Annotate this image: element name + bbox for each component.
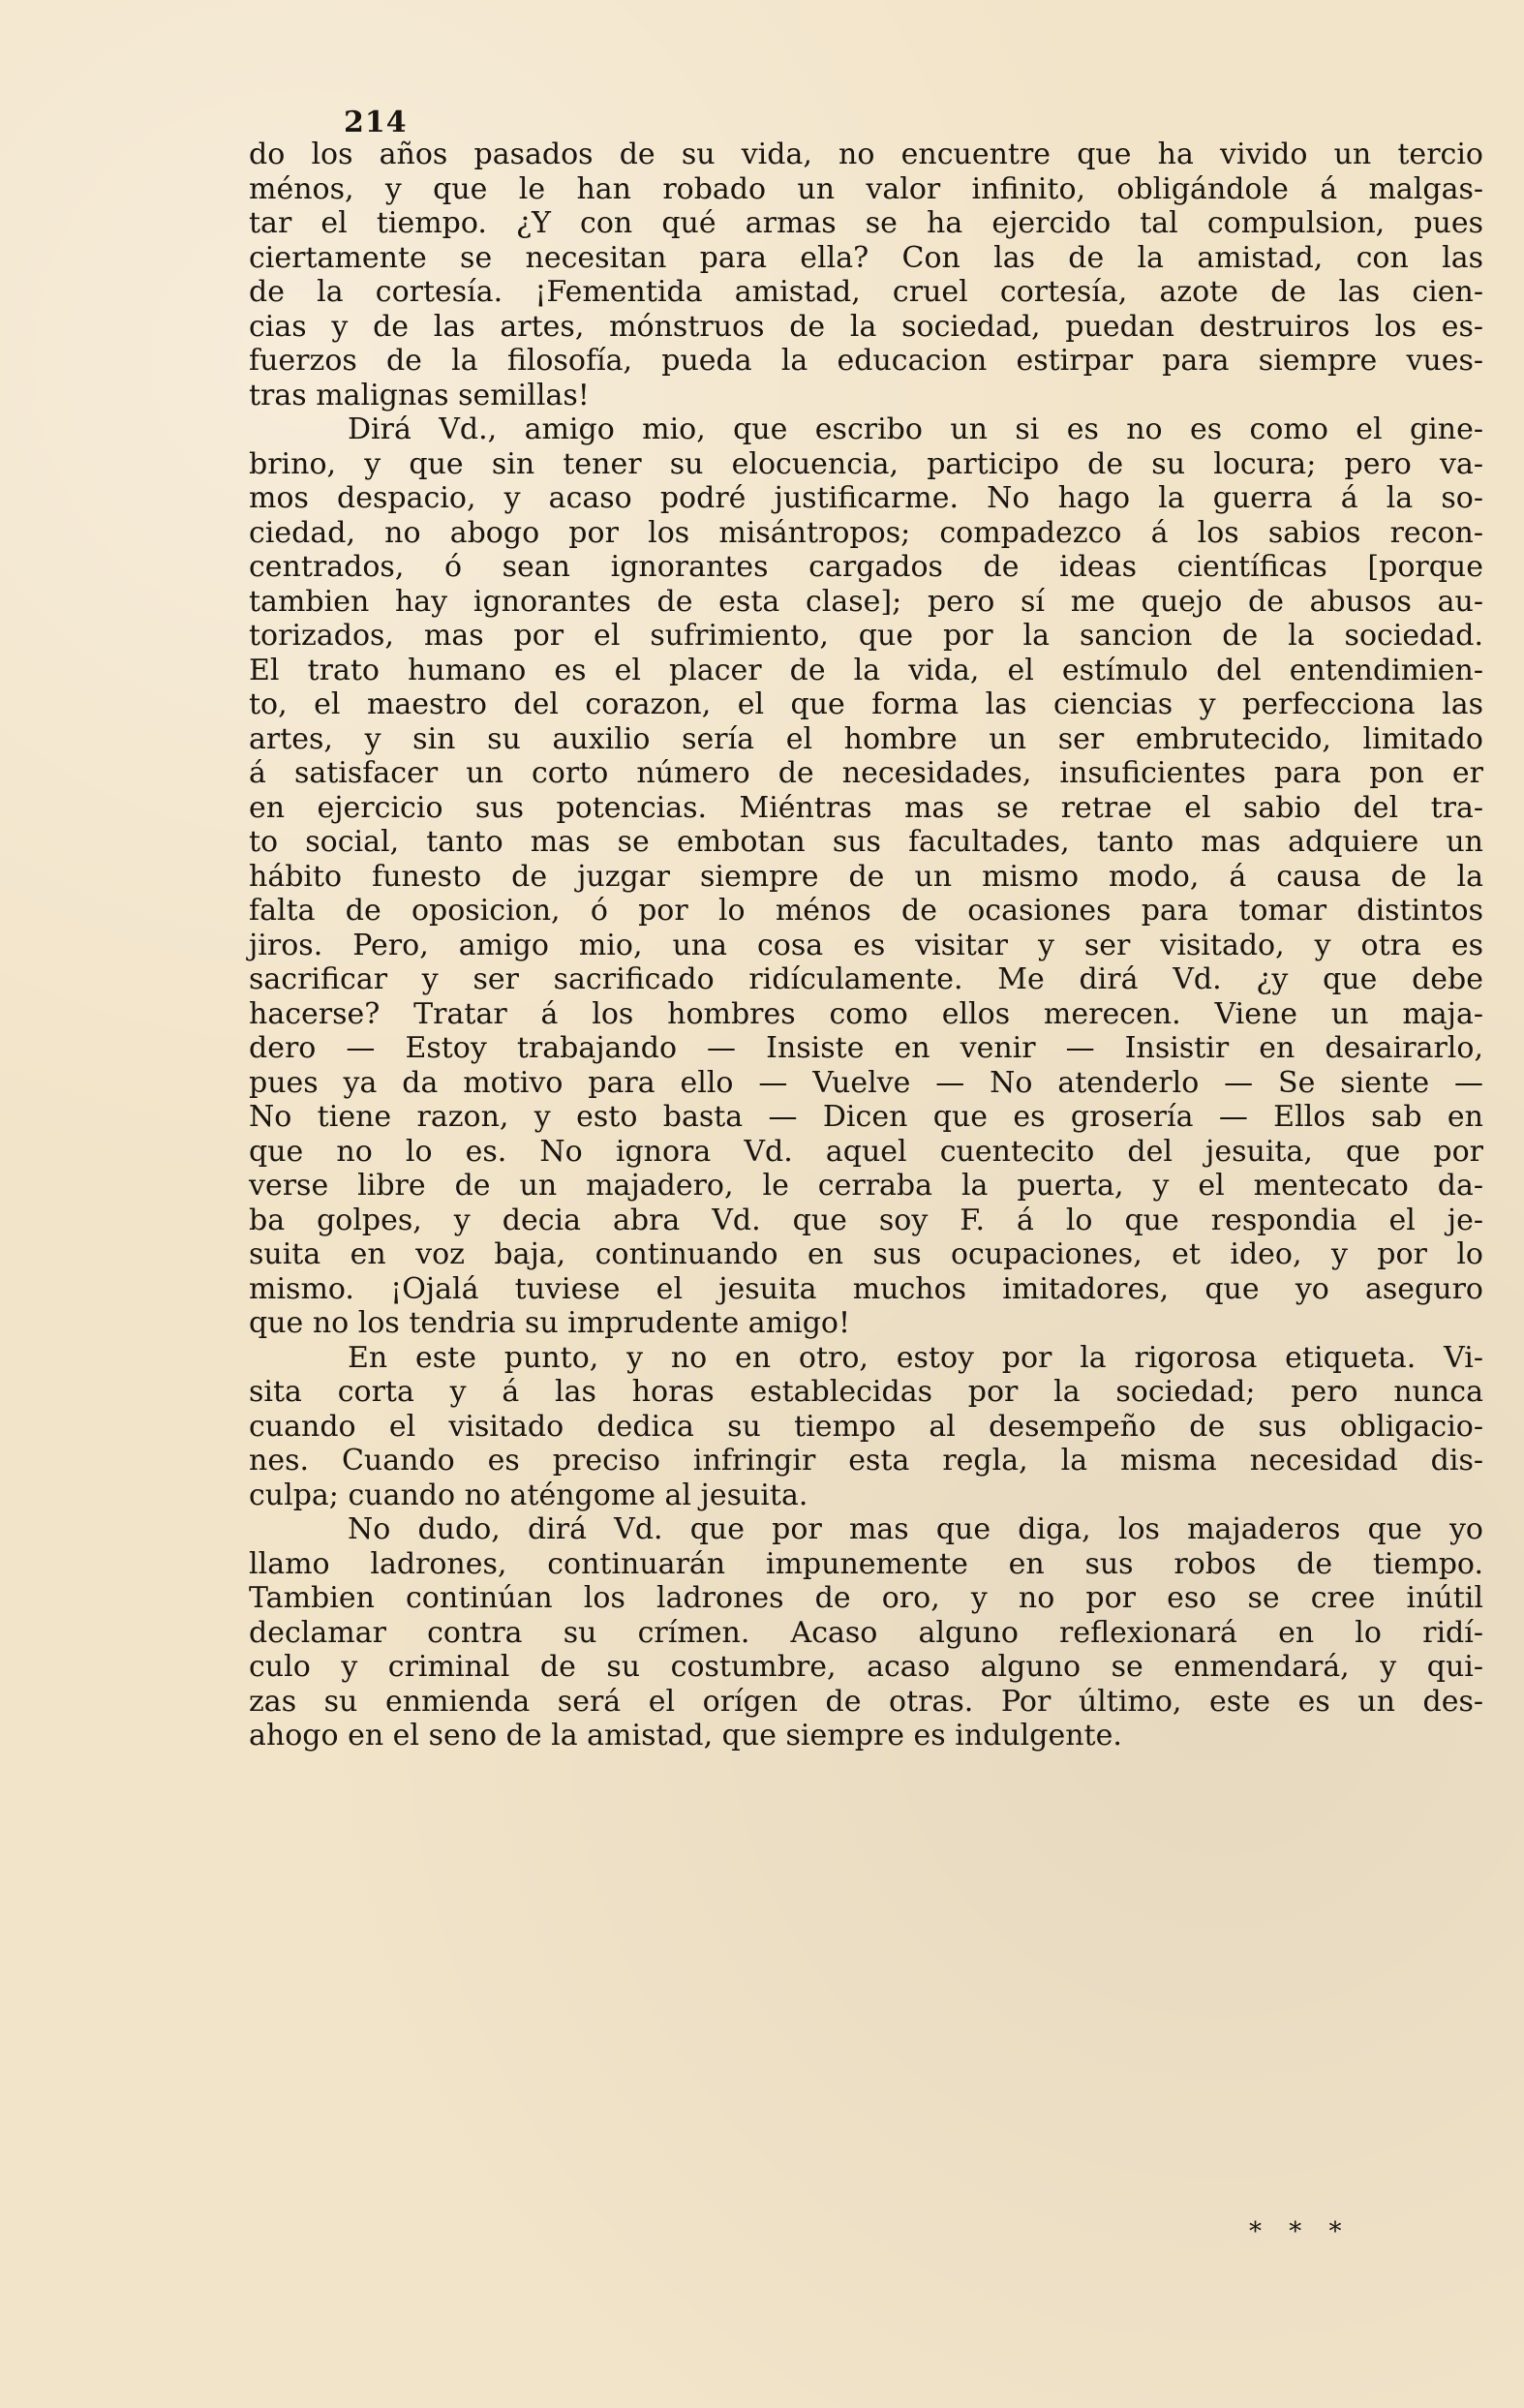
text-line: culo y criminal de su costumbre, acaso alguno se enmendará, y qui- (249, 1650, 1483, 1684)
text-line: falta de oposicion, ó por lo ménos de ocasiones para tomar distintos (249, 894, 1483, 928)
text-line: de la cortesía. ¡Fementida amistad, cruel cortesía, azote de las cien- (249, 275, 1483, 309)
text-line: llamo ladrones, continuarán impunemente en sus robos de tiempo. (249, 1546, 1483, 1581)
text-line: mismo. ¡Ojalá tuviese el jesuita muchos imitadores, que yo aseguro (249, 1271, 1483, 1306)
text-line: ahogo en el seno de la amistad, que siempre es indulgente. (249, 1719, 1122, 1753)
text-line: hacerse? Tratar á los hombres como ellos merecen. Viene un maja- (249, 996, 1483, 1031)
paragraph-start-line: No dudo, dirá Vd. que por mas que diga, los majaderos que yo (348, 1512, 1483, 1546)
text-line: declamar contra su crímen. Acaso alguno reflexionará en lo ridí- (249, 1615, 1483, 1650)
text-line: ménos, y que le han robado un valor infinito, obligándole á malgas- (249, 171, 1483, 206)
text-line: ciertamente se necesitan para ella? Con las de la amistad, con las (249, 240, 1483, 275)
text-line: centrados, ó sean ignorantes cargados de ideas científicas [porque (249, 550, 1483, 584)
text-line: zas su enmienda será el orígen de otras. Por último, este es un des- (249, 1684, 1483, 1719)
text-line: en ejercicio sus potencias. Miéntras mas se retrae el sabio del tra- (249, 790, 1483, 825)
text-line: jiros. Pero, amigo mio, una cosa es visitar y ser visitado, y otra es (249, 928, 1483, 962)
text-line: tar el tiempo. ¿Y con qué armas se ha ejercido tal compulsion, pues (249, 206, 1483, 240)
text-line: hábito funesto de juzgar siempre de un mismo modo, á causa de la (249, 859, 1483, 894)
text-line: artes, y sin su auxilio sería el hombre un ser embrutecido, limitado (249, 721, 1483, 756)
text-line: torizados, mas por el sufrimiento, que por la sancion de la sociedad. (249, 619, 1483, 653)
text-line: suita en voz baja, continuando en sus ocupaciones, et ideo, y por lo (249, 1237, 1483, 1271)
text-line: pues ya da motivo para ello — Vuelve — No atenderlo — Se siente — (249, 1065, 1483, 1100)
text-line: El trato humano es el placer de la vida, el estímulo del entendimien- (249, 653, 1483, 687)
text-line: to, el maestro del corazon, el que forma las ciencias y perfecciona las (249, 687, 1483, 721)
page-number: 214 (344, 106, 408, 139)
text-line: culpa; cuando no aténgome al jesuita. (249, 1478, 808, 1512)
text-line: mos despacio, y acaso podré justificarme. No hago la guerra á la so- (249, 481, 1483, 515)
text-line: cias y de las artes, mónstruos de la sociedad, puedan destruiros los es- (249, 309, 1483, 344)
text-line: No tiene razon, y esto basta — Dicen que es grosería — Ellos sab en (249, 1100, 1483, 1134)
text-line: ba golpes, y decia abra Vd. que soy F. á lo que respondia el je- (249, 1203, 1483, 1237)
text-line: fuerzos de la filosofía, pueda la educacion estirpar para siempre vues- (249, 344, 1483, 378)
text-line: sita corta y á las horas establecidas por la sociedad; pero nunca (249, 1375, 1483, 1409)
paragraph-start-line: En este punto, y no en otro, estoy por la rigorosa etiqueta. Vi- (348, 1340, 1483, 1375)
text-line: brino, y que sin tener su elocuencia, participo de su locura; pero va- (249, 446, 1483, 481)
text-line: que no los tendria su imprudente amigo! (249, 1306, 851, 1340)
text-line: nes. Cuando es preciso infringir esta regla, la misma necesidad dis- (249, 1444, 1483, 1478)
text-line: verse libre de un majadero, le cerraba la puerta, y el mentecato da- (249, 1169, 1483, 1203)
body-text (249, 137, 1483, 1753)
text-line: dero — Estoy trabajando — Insiste en venir — Insistir en desairarlo, (249, 1031, 1483, 1065)
paragraph-start-line: Dirá Vd., amigo mio, que escribo un si es no es como el gine- (348, 412, 1483, 446)
text-line: tras malignas semillas! (249, 378, 590, 412)
text-line: cuando el visitado dedica su tiempo al desempeño de sus obligacio- (249, 1409, 1483, 1444)
text-line: to social, tanto mas se embotan sus facultades, tanto mas adquiere un (249, 825, 1483, 859)
text-line: tambien hay ignorantes de esta clase]; pero sí me quejo de abusos au- (249, 584, 1483, 619)
text-line: que no lo es. No ignora Vd. aquel cuentecito del jesuita, que por (249, 1134, 1483, 1169)
text-line: do los años pasados de su vida, no encuentre que ha vivido un tercio (249, 137, 1483, 171)
text-line: Tambien continúan los ladrones de oro, y no por eso se cree inútil (249, 1581, 1483, 1615)
text-line: á satisfacer un corto número de necesidades, insuficientes para pon er (249, 756, 1483, 790)
text-line: ciedad, no abogo por los misántropos; compadezco á los sabios recon- (249, 515, 1483, 550)
ornament-asterisks: * * * (1249, 2217, 1352, 2246)
text-line: sacrificar y ser sacrificado ridículamente. Me dirá Vd. ¿y que debe (249, 962, 1483, 996)
